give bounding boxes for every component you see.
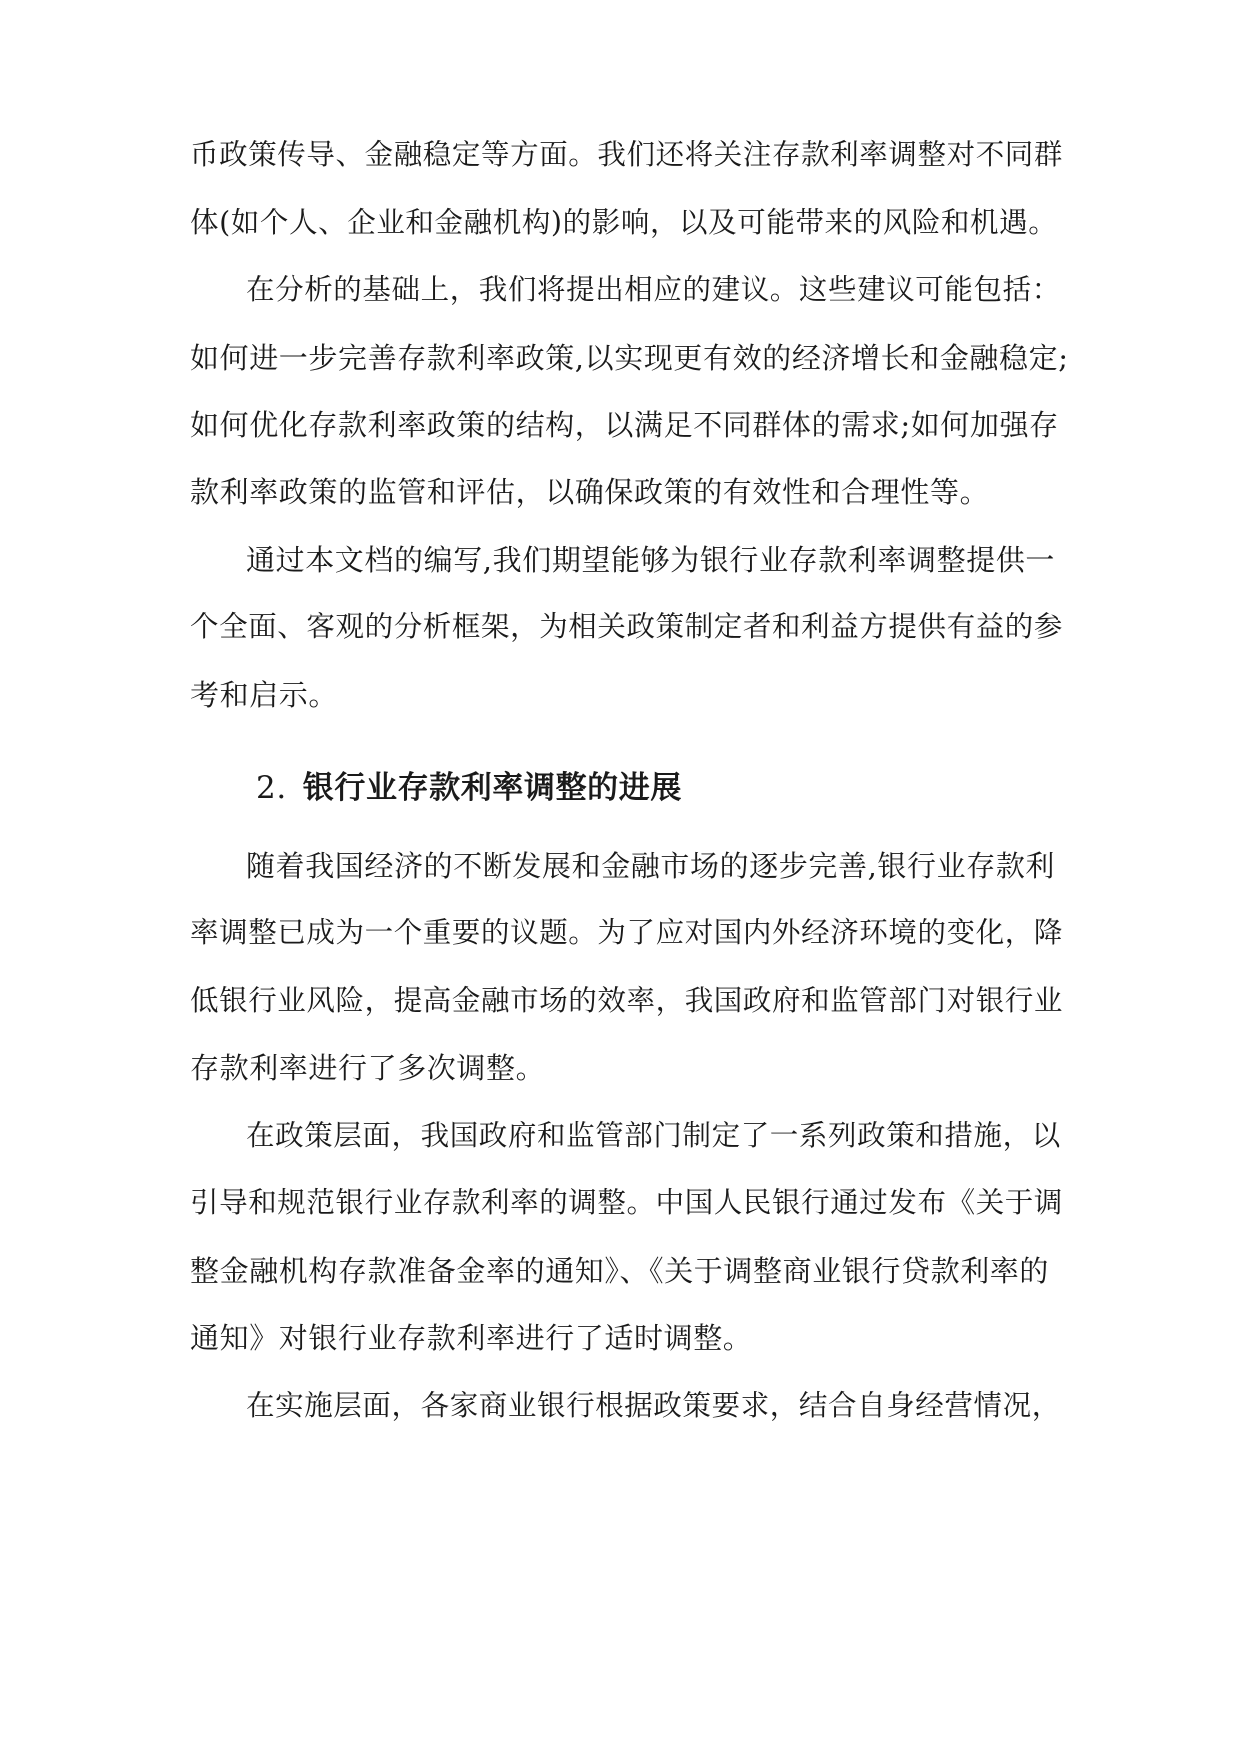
text-line: 率调整已成为一个重要的议题。为了应对国内外经济环境的变化，降 [190, 916, 1064, 949]
text-line: 通过本文档的编写,我们期望能够为银行业存款利率调整提供一 [246, 543, 1056, 577]
text-line: 考和启示。 [190, 678, 339, 712]
text-line: 随着我国经济的不断发展和金融市场的逐步完善,银行业存款利 [246, 849, 1056, 883]
text-line: 在政策层面，我国政府和监管部门制定了一系列政策和措施，以 [246, 1119, 1061, 1152]
text-line: 个全面、客观的分析框架，为相关政策制定者和利益方提供有益的参 [190, 610, 1064, 643]
text-line: 低银行业风险，提高金融市场的效率，我国政府和监管部门对银行业 [190, 984, 1064, 1017]
text-line: 引导和规范银行业存款利率的调整。中国人民银行通过发布《关于调 [190, 1186, 1064, 1219]
text-line: 币政策传导、金融稳定等方面。我们还将关注存款利率调整对不同群 [190, 138, 1064, 171]
text-line: 如何进一步完善存款利率政策,以实现更有效的经济增长和金融稳定; [190, 341, 1069, 375]
section-title: 银行业存款利率调整的进展 [302, 770, 682, 806]
section-heading [256, 766, 682, 810]
text-line: 如何优化存款利率政策的结构，以满足不同群体的需求;如何加强存 [190, 408, 1059, 442]
text-line: 存款利率进行了多次调整。 [190, 1051, 546, 1085]
text-line: 整金融机构存款准备金率的通知》、《关于调整商业银行贷款利率的 [190, 1254, 1050, 1288]
text-line: 在分析的基础上，我们将提出相应的建议。这些建议可能包括： [246, 273, 1061, 306]
section-number: 2. [256, 770, 287, 806]
text-line: 在实施层面，各家商业银行根据政策要求，结合自身经营情况， [246, 1389, 1061, 1422]
text-line: 款利率政策的监管和评估，以确保政策的有效性和合理性等。 [190, 475, 990, 509]
text-line: 体(如个人、企业和金融机构)的影响，以及可能带来的风险和机遇。 [190, 206, 1058, 239]
text-line: 通知》对银行业存款利率进行了适时调整。 [190, 1321, 753, 1355]
